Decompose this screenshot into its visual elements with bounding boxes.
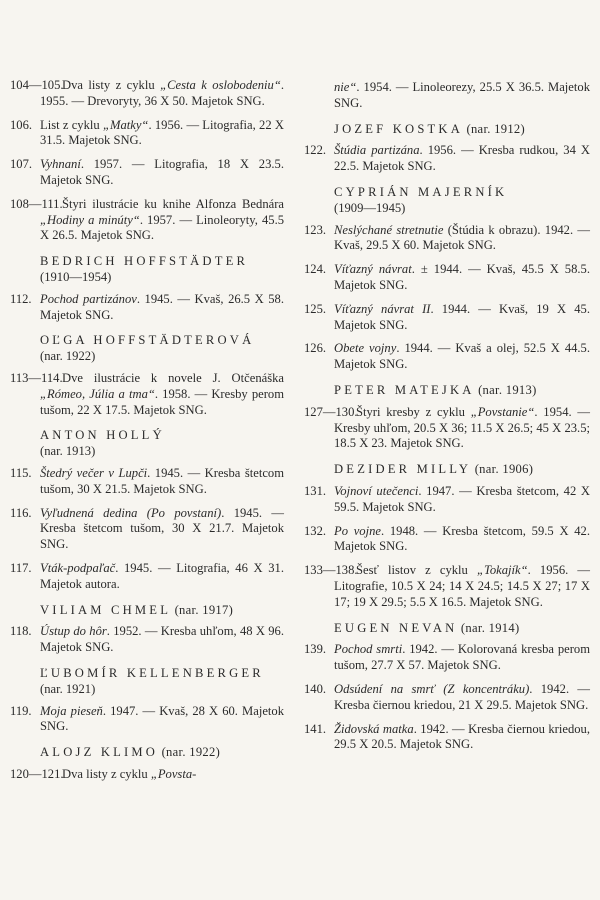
entry-title: „Rómeo, Júlia a tma“ xyxy=(40,386,155,401)
catalog-entry xyxy=(304,262,590,294)
entry-title: Neslýchané stretnutie xyxy=(334,222,444,237)
entry-number: 118. xyxy=(10,624,32,639)
catalog-entry xyxy=(10,292,284,324)
entry-title: Vták-podpaľač xyxy=(40,560,116,575)
entry-text: . 1954. — Kresby uhľom, 20.5 X 36; 11.5 X 26.5; 45 X 23.5; 18.5 X 23. Majetok SNG. xyxy=(334,404,591,451)
catalog-entry xyxy=(304,524,590,556)
entry-text: . 1954. — Linoleorezy, 25.5 X 36.5. Majetok SNG. xyxy=(334,80,590,110)
artist-heading xyxy=(40,666,284,698)
entry-number: 106. xyxy=(10,117,33,132)
entry-title: Po vojne xyxy=(334,523,381,538)
entry-number: 126. xyxy=(304,341,327,356)
catalog-entry xyxy=(10,624,284,656)
entry-number: 125. xyxy=(304,301,327,316)
entry-title: Vojnoví utečenci xyxy=(334,483,419,498)
artist-years: (nar. 1922) xyxy=(40,349,96,364)
entry-title: Pochod smrti xyxy=(334,642,403,657)
entry-title: „Hodiny a minúty“ xyxy=(40,212,140,227)
entry-text: . 1942. — Kresba čiernou kriedou, 21 X 29.5. Majetok SNG. xyxy=(334,681,591,712)
artist-heading xyxy=(40,254,284,286)
entry-number: 124. xyxy=(304,262,327,277)
artist-heading xyxy=(40,745,284,761)
entry-title: Pochod partizánov xyxy=(40,291,137,306)
entry-text: Štyri kresby z cyklu xyxy=(356,404,471,419)
catalog-entry xyxy=(10,371,284,418)
entry-number: 127—130. xyxy=(304,404,358,419)
entry-text: Dva listy z cyklu xyxy=(62,78,161,92)
catalog-entry xyxy=(10,78,284,110)
entry-number: 107. xyxy=(10,157,33,172)
entry-title: „Povsta- xyxy=(150,766,197,781)
entry-text: Štyri ilustrácie ku knihe Alfonza Bednára xyxy=(62,196,284,211)
entry-number: 139. xyxy=(304,642,327,657)
entry-title: Odsúdení na smrť (Z koncentráku) xyxy=(334,681,530,696)
artist-name: ANTON HOLLÝ xyxy=(40,428,165,443)
entry-text: Šesť listov z cyklu xyxy=(356,563,477,578)
entry-text: Dva listy z cyklu xyxy=(62,766,151,781)
artist-heading xyxy=(334,383,590,399)
entry-title: Vyhnaní xyxy=(40,157,81,172)
artist-heading xyxy=(334,462,590,478)
catalog-entry xyxy=(10,561,284,593)
entry-number: 112. xyxy=(10,291,32,306)
entry-text: . 1956. — Litografia, 22 X 31.5. Majetok SNG. xyxy=(40,117,285,148)
catalog-entry xyxy=(10,118,284,150)
right-column xyxy=(304,80,590,761)
catalog-entry xyxy=(304,341,590,373)
entry-text: . 1956. — Litografie, 10.5 X 24; 14 X 24.5; 14.5 X 27; 17 X 17; 19 X 29.5; 5.5 X 16.5. Majetok SNG. xyxy=(334,563,590,609)
artist-years: (nar. 1906) xyxy=(474,462,534,477)
entry-text: . 1944. — Kvaš, 19 X 45. Majetok SNG. xyxy=(334,301,590,332)
entry-text: . 1945. — Kresba štetcom tušom, 30 X 21.7. Majetok SNG. xyxy=(40,505,285,552)
entry-text: . 1945. — Litografia, 46 X 31. Majetok autora. xyxy=(40,560,284,591)
catalog-entry xyxy=(10,197,284,244)
artist-name: CYPRIÁN MAJERNÍK xyxy=(334,184,508,199)
entry-number: 119. xyxy=(10,703,32,718)
catalog-entry xyxy=(304,223,590,255)
artist-heading xyxy=(40,603,284,619)
catalog-entry xyxy=(10,466,284,498)
entry-text: Dve ilustrácie k novele J. Otčenáška xyxy=(62,370,284,385)
catalog-entry xyxy=(304,143,590,175)
entry-text: . 1948. — Kresba štetcom, 59.5 X 42. Majetok SNG. xyxy=(334,523,590,554)
catalog-entry xyxy=(10,704,284,736)
entry-text: . 1947. — Kresba štetcom, 42 X 59.5. Majetok SNG. xyxy=(334,483,590,514)
entry-text: . 1945. — Kvaš, 26.5 X 58. Majetok SNG. xyxy=(40,291,284,322)
artist-name: VILIAM CHMEL xyxy=(40,602,172,617)
catalog-entry xyxy=(10,506,284,553)
catalog-entry xyxy=(304,642,590,674)
entry-title: Ústup do hôr xyxy=(40,624,107,639)
left-column xyxy=(10,78,284,791)
entry-title: „Cesta k oslobodeniu“ xyxy=(160,78,281,92)
artist-name: ALOJZ KLIMO xyxy=(40,745,159,760)
artist-years: (nar. 1917) xyxy=(174,602,234,617)
entry-title: Víťazný návrat xyxy=(334,262,412,277)
entry-number: 123. xyxy=(304,222,327,237)
entry-text: . 1947. — Kvaš, 28 X 60. Majetok SNG. xyxy=(40,703,284,734)
catalog-entry-continued xyxy=(304,80,590,112)
artist-name: JOZEF KOSTKA xyxy=(334,121,464,136)
artist-name: PETER MATEJKA xyxy=(334,382,475,397)
catalog-entry xyxy=(304,682,590,714)
artist-name: EUGEN NEVAN xyxy=(334,620,458,635)
entry-number: 115. xyxy=(10,465,32,480)
artist-heading xyxy=(334,122,590,138)
entry-title: „Povstanie“ xyxy=(470,404,535,419)
entry-title: Židovská matka xyxy=(334,721,414,736)
catalog-entry xyxy=(304,405,590,452)
artist-name: OĽGA HOFFSTÄDTEROVÁ xyxy=(40,333,255,348)
entry-number: 132. xyxy=(304,523,327,538)
entry-title: Vyľudnená dedina (Po povstaní) xyxy=(40,505,222,520)
entry-text: (Štúdia k obrazu). 1942. — Kvaš, 29.5 X 60. Majetok SNG. xyxy=(334,222,590,253)
artist-years: (nar. 1922) xyxy=(161,745,221,760)
entry-number: 120—121. xyxy=(10,766,64,781)
catalog-entry xyxy=(304,484,590,516)
entry-number: 133—138. xyxy=(304,563,358,578)
artist-years: (nar. 1913) xyxy=(40,444,96,459)
entry-number: 131. xyxy=(304,483,327,498)
catalog-entry xyxy=(304,563,590,610)
artist-years: (nar. 1913) xyxy=(478,382,537,397)
entry-text: . 1952. — Kresba uhľom, 48 X 96. Majetok SNG. xyxy=(40,624,284,655)
entry-title: Štedrý večer v Lupči xyxy=(40,465,148,480)
artist-years: (1910—1954) xyxy=(40,269,112,284)
entry-title: Víťazný návrat II xyxy=(334,301,431,316)
entry-title: Moja pieseň xyxy=(40,703,103,718)
entry-title: nie“ xyxy=(334,80,357,94)
entry-text: . 1957. — Litografia, 18 X 23.5. Majetok SNG. xyxy=(40,157,284,187)
entry-title: Obete vojny xyxy=(334,341,397,356)
entry-number: 117. xyxy=(10,560,32,575)
entry-text: . 1945. — Kresba štetcom tušom, 30 X 21.5. Majetok SNG. xyxy=(40,465,284,496)
artist-years: (nar. 1912) xyxy=(466,121,526,136)
catalog-entry xyxy=(10,157,284,189)
artist-heading xyxy=(334,621,590,637)
entry-title: „Tokajík“ xyxy=(477,563,528,578)
entry-number: 113—114. xyxy=(10,370,63,385)
entry-number: 140. xyxy=(304,681,327,696)
catalog-entry xyxy=(10,767,284,783)
entry-text: . ± 1944. — Kvaš, 45.5 X 58.5. Majetok SNG. xyxy=(334,262,590,292)
artist-heading xyxy=(40,333,284,365)
entry-number: 141. xyxy=(304,721,327,736)
artist-name: DEZIDER MILLY xyxy=(334,462,472,477)
entry-text: . 1942. — Kolorovaná kresba perom tušom, 27.7 X 57. Majetok SNG. xyxy=(334,642,590,673)
entry-text: . 1956. — Kresba rudkou, 34 X 22.5. Majetok SNG. xyxy=(334,143,590,174)
entry-title: „Matky“ xyxy=(102,117,149,132)
catalog-entry xyxy=(304,302,590,334)
artist-heading xyxy=(40,428,284,460)
catalog-entry xyxy=(304,722,590,754)
artist-years: (nar. 1921) xyxy=(40,681,96,696)
entry-number: 122. xyxy=(304,143,327,158)
artist-years: (nar. 1914) xyxy=(460,620,520,635)
entry-text: . 1957. — Linoleoryty, 45.5 X 26.5. Majetok SNG. xyxy=(40,212,285,243)
entry-number: 104—105. xyxy=(10,78,64,92)
entry-number: 108—111. xyxy=(10,196,63,211)
artist-name: ĽUBOMÍR KELLENBERGER xyxy=(40,665,264,680)
entry-text: . 1942. — Kresba čiernou kriedou, 29.5 X 20.5. Majetok SNG. xyxy=(334,721,590,752)
entry-text: List z cyklu xyxy=(40,117,103,132)
artist-name: BEDRICH HOFFSTÄDTER xyxy=(40,254,249,269)
entry-number: 116. xyxy=(10,505,32,520)
entry-text: . 1958. — Kresby perom tušom, 22 X 17.5. Majetok SNG. xyxy=(40,386,284,417)
entry-title: Štúdia partizána xyxy=(334,143,420,158)
entry-text: . 1944. — Kvaš a olej, 52.5 X 44.5. Majetok SNG. xyxy=(334,341,591,372)
entry-text: . 1955. — Drevoryty, 36 X 50. Majetok SNG. xyxy=(40,78,284,108)
artist-heading xyxy=(334,185,590,217)
artist-years: (1909—1945) xyxy=(334,200,406,215)
